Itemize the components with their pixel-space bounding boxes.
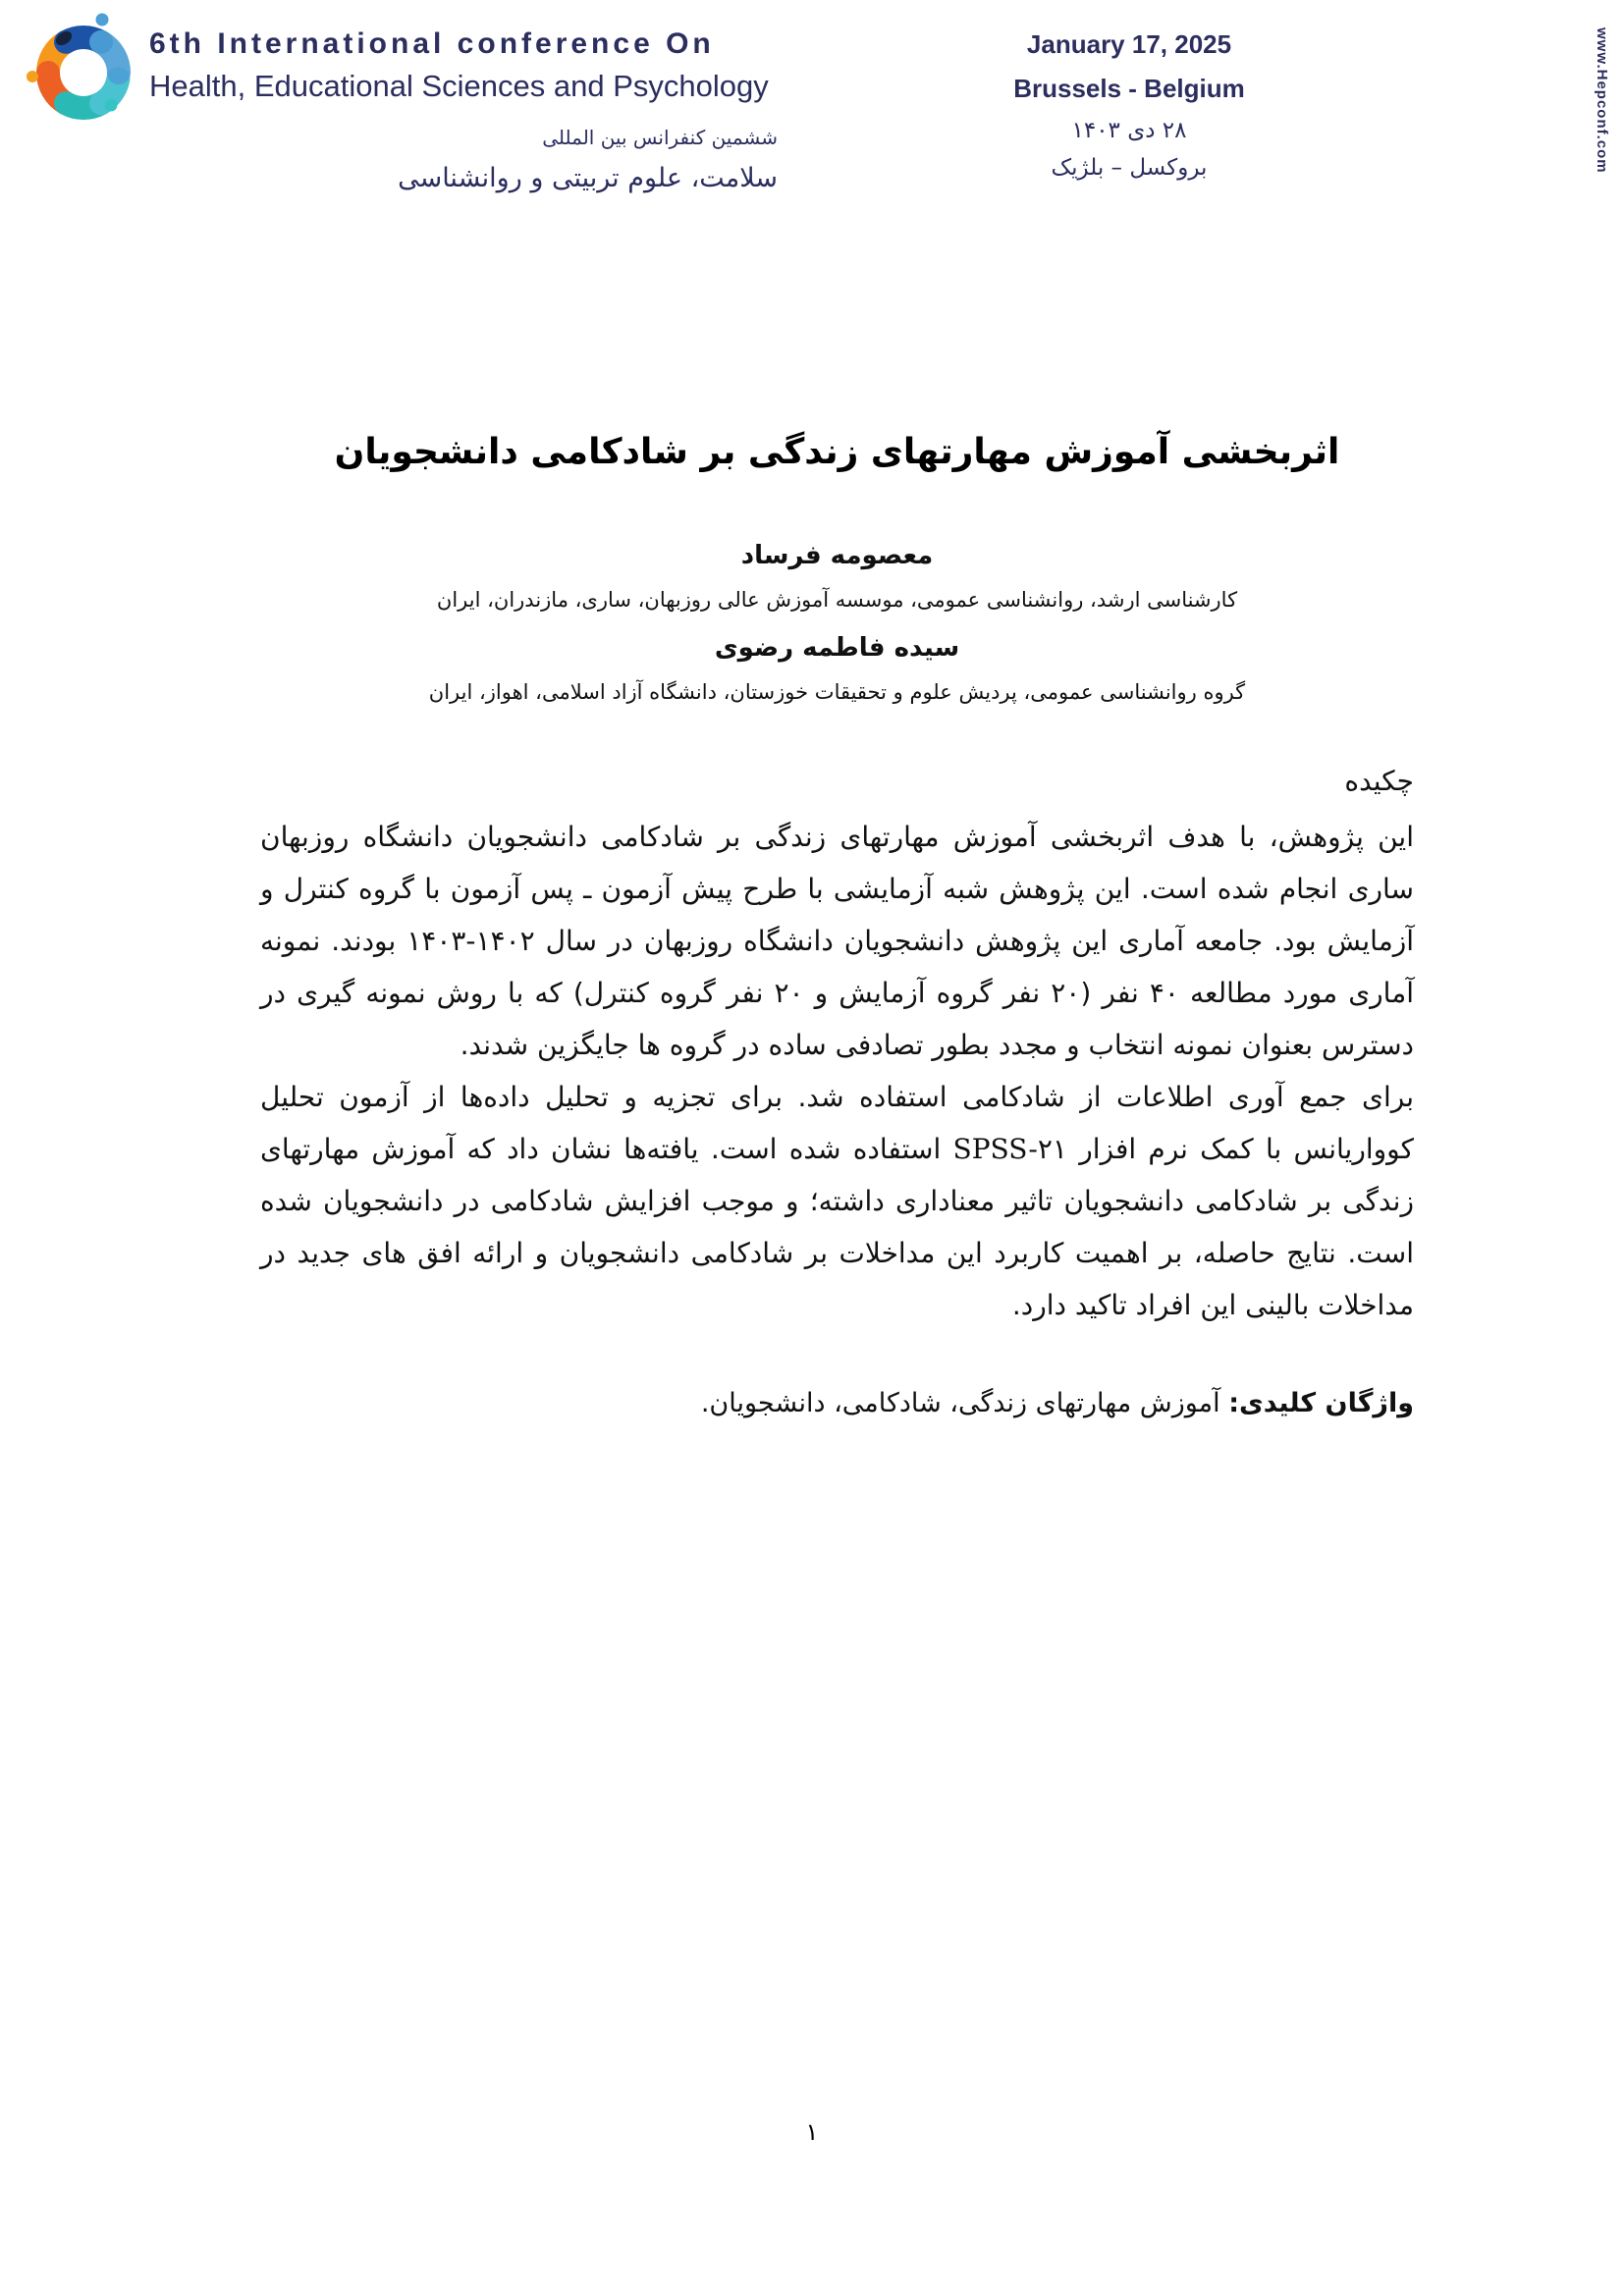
keywords-text: آموزش مهارتهای زندگی، شادکامی، دانشجویان. xyxy=(700,1388,1220,1418)
conference-website-url: www.Hepconf.com xyxy=(1594,27,1610,174)
conference-location-fa: بروکسل – بلژیک xyxy=(1051,155,1208,181)
conference-location-en: Brussels - Belgium xyxy=(1013,74,1245,103)
author-block-2 xyxy=(260,633,1414,704)
abstract-heading: چکیده xyxy=(1344,765,1414,797)
keywords-line xyxy=(260,1388,1414,1418)
spss-software-version: SPSS-۲۱ xyxy=(952,1133,1067,1165)
conference-title-en-line2: Health, Educational Sciences and Psychology xyxy=(149,69,769,103)
article-title: اثربخشی آموزش مهارتهای زندگی بر شادکامی دانشجویان xyxy=(334,432,1340,472)
abstract-paragraph-2-text-a: برای جمع آوری اطلاعات از شادکامی استفاده شد. برای تجزیه و تحلیل داده‌ها از آزمون تحلیل کوواریانس با کمک نرم افزار xyxy=(260,1081,1414,1165)
conference-title-fa xyxy=(398,126,778,193)
page-number: ۱ xyxy=(805,2118,819,2146)
conference-logo-icon xyxy=(25,10,142,132)
conference-date-location xyxy=(1001,29,1257,181)
author-name: معصومه فرساد xyxy=(740,541,934,570)
author-affiliation: کارشناسی ارشد، روانشناسی عمومی، موسسه آموزش عالی روزبهان، ساری، مازندران، ایران xyxy=(436,588,1238,612)
conference-date-fa: ۲۸ دی ۱۴۰۳ xyxy=(1071,118,1187,143)
logo-icon xyxy=(25,10,142,132)
article-content xyxy=(260,432,1414,1418)
conference-title-en xyxy=(149,27,769,104)
conference-title-fa-line2: سلامت، علوم تربیتی و روانشناسی xyxy=(398,163,778,193)
author-block-1 xyxy=(260,541,1414,612)
conference-title-fa-line1: ششمین کنفرانس بین المللی xyxy=(542,126,778,149)
author-name: سیده فاطمه رضوی xyxy=(714,633,960,663)
conference-title-en-line1: 6th International conference On xyxy=(149,27,715,60)
abstract-paragraph-2 xyxy=(260,1071,1414,1331)
abstract-paragraph-1: این پژوهش، با هدف اثربخشی آموزش مهارتهای زندگی بر شادکامی دانشجویان دانشگاه روزبهان ساری انجام شده است. این پژوهش شبه آزمایشی با طرح پیش آزمون ـ پس آزمون با گروه کنترل و آزمایش بود. جامعه آماری این پژوهش دانشجویان دانشگاه روزبهان در سال ۱۴۰۲-۱۴۰۳ بودند. نمونه آماری مورد مطالعه ۴۰ نفر (۲۰ نفر گروه آزمایش و ۲۰ نفر گروه کنترل) که با روش نمونه گیری در دسترس بعنوان نمونه انتخاب و مجدد بطور تصادفی ساده در گروه ها جایگزین شدند. xyxy=(260,821,1414,1061)
abstract-paragraph-2-text-b: استفاده شده است. یافته‌ها نشان داد که آموزش مهارتهای زندگی بر شادکامی دانشجویان تاثیر معناداری داشته؛ و موجب افزایش شادکامی در دانشجویان شده است. نتایج حاصله، بر اهمیت کاربرد این مداخلات بر شادکامی دانشجویان و ارائه افق های جدید در مداخلات بالینی این افراد تاکید دارد. xyxy=(260,1133,1414,1321)
abstract-section xyxy=(260,765,1414,1418)
conference-date-en: January 17, 2025 xyxy=(1026,29,1232,59)
keywords-label: واژگان کلیدی: xyxy=(1228,1388,1414,1418)
author-affiliation: گروه روانشناسی عمومی، پردیش علوم و تحقیقات خوزستان، دانشگاه آزاد اسلامی، اهواز، ایران xyxy=(428,680,1246,704)
